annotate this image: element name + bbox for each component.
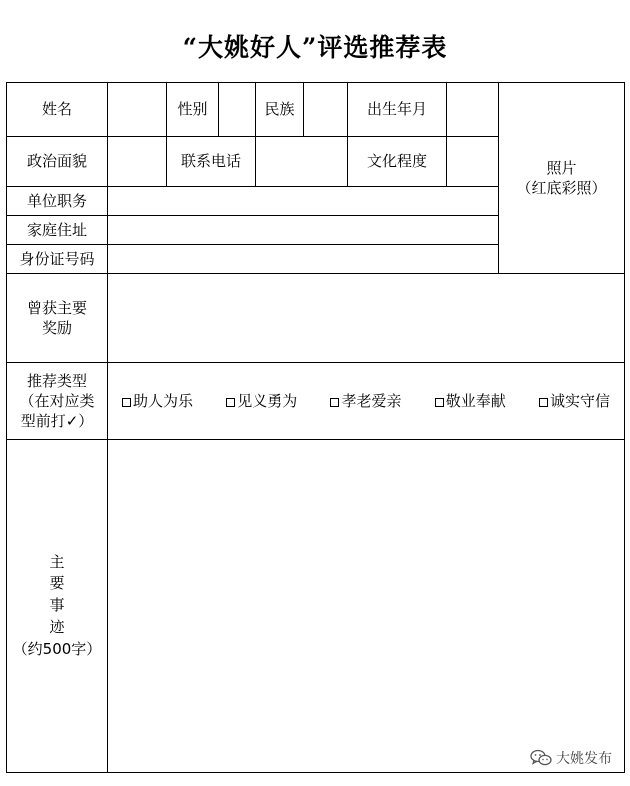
id-label: 身份证号码: [7, 245, 108, 274]
type-option-helping[interactable]: [122, 391, 193, 411]
type-label-line-1: 推荐类型: [26, 371, 87, 390]
photo-cell[interactable]: [499, 83, 625, 274]
birth-field[interactable]: [447, 83, 499, 137]
deeds-field[interactable]: [108, 440, 625, 773]
type-label-line-3: 型前打✓）: [20, 412, 94, 431]
political-label: 政治面貌: [7, 137, 108, 187]
type-label: [7, 363, 108, 440]
type-option-label: 诚实守信: [549, 391, 610, 410]
watermark: [530, 748, 612, 768]
type-option-honesty[interactable]: [539, 391, 610, 411]
deeds-label: [7, 440, 108, 773]
phone-label: 联系电话: [167, 137, 256, 187]
checkbox-icon[interactable]: [330, 398, 339, 407]
photo-label: 照片: [546, 158, 577, 177]
type-option-bravery[interactable]: [226, 391, 297, 411]
deeds-char: 迹: [49, 617, 65, 636]
type-label-line-2: （在对应类: [19, 391, 95, 410]
checkbox-icon[interactable]: [122, 398, 131, 407]
type-options: [108, 391, 624, 411]
type-options-cell: [108, 363, 625, 440]
deeds-note: （约500字）: [12, 639, 102, 658]
type-option-dedication[interactable]: [435, 391, 506, 411]
type-option-filial[interactable]: [330, 391, 401, 411]
gender-label: 性别: [167, 83, 219, 137]
work-label: 单位职务: [7, 187, 108, 216]
birth-label: 出生年月: [348, 83, 447, 137]
name-field[interactable]: [108, 83, 167, 137]
education-label: 文化程度: [348, 137, 447, 187]
type-option-label: 敬业奉献: [445, 391, 506, 410]
awards-label-line-1: 曾获主要: [26, 298, 87, 317]
page-title: “大姚好人”评选推荐表: [182, 33, 448, 62]
deeds-char: 要: [49, 574, 65, 593]
checkbox-icon[interactable]: [539, 398, 548, 407]
awards-label: [7, 274, 108, 363]
ethnicity-label: 民族: [256, 83, 304, 137]
checkbox-icon[interactable]: [435, 398, 444, 407]
ethnicity-field[interactable]: [304, 83, 348, 137]
type-option-label: 孝老爱亲: [341, 391, 402, 410]
work-field[interactable]: [108, 187, 499, 216]
type-option-label: 助人为乐: [133, 391, 194, 410]
address-label: 家庭住址: [7, 216, 108, 245]
address-field[interactable]: [108, 216, 499, 245]
deeds-label-vertical: [13, 552, 102, 661]
chat-bubble-icon: [530, 749, 552, 767]
political-field[interactable]: [108, 137, 167, 187]
checkbox-icon[interactable]: [226, 398, 235, 407]
awards-field[interactable]: [108, 274, 625, 363]
type-option-label: 见义勇为: [237, 391, 298, 410]
recommendation-form: [6, 82, 625, 773]
deeds-char: 事: [49, 596, 65, 615]
phone-field[interactable]: [256, 137, 348, 187]
id-field[interactable]: [108, 245, 499, 274]
watermark-text: 大姚发布: [556, 751, 612, 767]
gender-field[interactable]: [219, 83, 256, 137]
deeds-char: 主: [49, 552, 65, 571]
name-label: 姓名: [7, 83, 108, 137]
awards-label-line-2: 奖励: [41, 319, 72, 337]
photo-note: （红底彩照）: [516, 179, 607, 197]
education-field[interactable]: [447, 137, 499, 187]
